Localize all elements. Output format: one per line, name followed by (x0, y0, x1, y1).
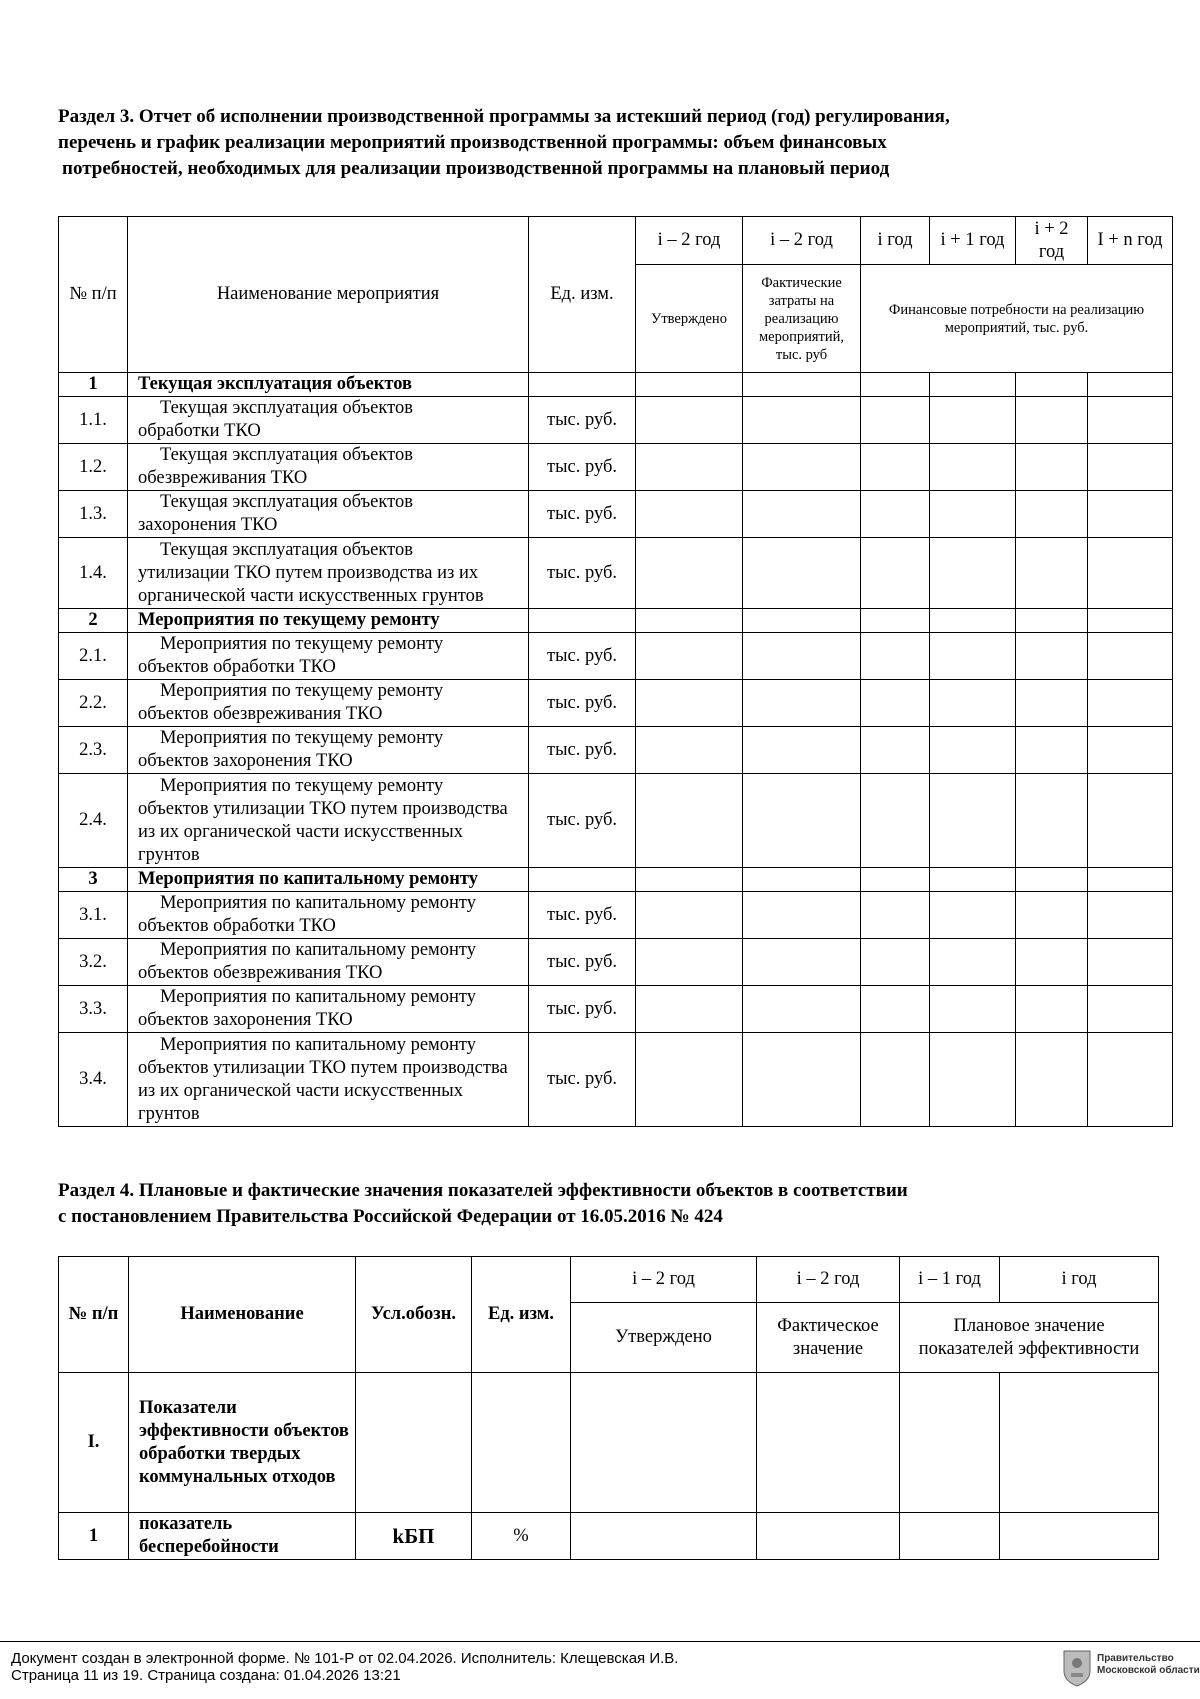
row-name-first: Текущая эксплуатация объектов (160, 445, 413, 465)
header-num: № п/п (59, 1257, 129, 1373)
header-approved: Утверждено (636, 265, 743, 373)
row-name: Показатели эффективности объектов обработки твердых коммунальных отходов (129, 1373, 356, 1513)
coat-of-arms-icon (1062, 1649, 1092, 1687)
footer-page-info: Страница 11 из 19. Страница создана: 01.04.2026 13:21 (11, 1667, 401, 1684)
row-unit: % (472, 1513, 571, 1560)
row-symbol: kБП (356, 1513, 472, 1560)
footer (0, 1641, 1200, 1699)
row-num: 3.4. (59, 1033, 128, 1127)
row-cell (636, 939, 743, 986)
row-cell (1016, 868, 1088, 892)
section3-title-line: перечень и график реализации мероприятий производственной программы: объем финансовых (58, 132, 887, 153)
row-name (128, 633, 529, 680)
row-num: 3.2. (59, 939, 128, 986)
row-name (128, 397, 529, 444)
row-cell (1016, 1033, 1088, 1127)
row-cell (1016, 491, 1088, 538)
row-cell (900, 1373, 1000, 1513)
row-cell (743, 444, 861, 491)
row-cell (1088, 868, 1173, 892)
row-cell (1088, 774, 1173, 868)
row-cell (743, 538, 861, 609)
header-year: i – 2 год (636, 217, 743, 265)
table-row (59, 939, 1173, 986)
row-symbol (356, 1373, 472, 1513)
row-cell (861, 444, 930, 491)
row-cell (930, 868, 1016, 892)
row-cell (1088, 727, 1173, 774)
section4-table (58, 1256, 1159, 1560)
row-cell (930, 774, 1016, 868)
table-row (59, 986, 1173, 1033)
row-cell (930, 373, 1016, 397)
row-num: 1.1. (59, 397, 128, 444)
row-cell (1016, 939, 1088, 986)
row-cell (1016, 397, 1088, 444)
row-cell (636, 868, 743, 892)
row-unit: тыс. руб. (529, 538, 636, 609)
footer-doc-info: Документ создан в электронной форме. № 101-Р от 02.04.2026. Исполнитель: Клещевская И.В. (11, 1650, 679, 1667)
row-num: 3.3. (59, 986, 128, 1033)
row-cell (743, 680, 861, 727)
row-cell (1088, 609, 1173, 633)
row-cell (861, 774, 930, 868)
row-cell (861, 1033, 930, 1127)
row-cell (1088, 491, 1173, 538)
row-num: 1.3. (59, 491, 128, 538)
row-name (128, 538, 529, 609)
row-unit: тыс. руб. (529, 939, 636, 986)
row-cell (743, 774, 861, 868)
row-cell (1088, 633, 1173, 680)
table-row (59, 633, 1173, 680)
row-cell (1016, 986, 1088, 1033)
row-num: 2.3. (59, 727, 128, 774)
row-name (128, 986, 529, 1033)
row-name-first: Текущая эксплуатация объектов (160, 492, 413, 512)
row-name (128, 491, 529, 538)
header-actual-value: Фактическое значение (757, 1303, 900, 1373)
section4-title-line: Раздел 4. Плановые и фактические значения показателей эффективности объектов в соответствии (58, 1180, 908, 1201)
row-cell (743, 1033, 861, 1127)
row-cell (861, 727, 930, 774)
row-name (128, 680, 529, 727)
row-cell (930, 892, 1016, 939)
row-num: 2.2. (59, 680, 128, 727)
row-cell (743, 939, 861, 986)
row-cell (930, 680, 1016, 727)
row-name-rest: объектов обезвреживания ТКО (138, 963, 383, 983)
row-name-first: Мероприятия по капитальному ремонту (160, 987, 476, 1007)
table-row (59, 397, 1173, 444)
row-cell (930, 1033, 1016, 1127)
row-cell (930, 538, 1016, 609)
header-name: Наименование мероприятия (128, 217, 529, 373)
row-name (128, 892, 529, 939)
group-row (59, 609, 1173, 633)
row-unit (529, 373, 636, 397)
row-num: 3 (59, 868, 128, 892)
header-year: i год (861, 217, 930, 265)
row-num: 2 (59, 609, 128, 633)
row-cell (743, 609, 861, 633)
row-name-rest: утилизации ТКО путем производства из их органической части искусственных грунтов (138, 562, 484, 606)
row-name-rest: захоронения ТКО (138, 515, 278, 535)
row-name-first: Текущая эксплуатация объектов (160, 398, 413, 418)
row-name: Текущая эксплуатация объектов (128, 373, 529, 397)
row-unit: тыс. руб. (529, 444, 636, 491)
row-cell (743, 373, 861, 397)
row-cell (636, 774, 743, 868)
row-cell (636, 397, 743, 444)
row-cell (1088, 939, 1173, 986)
header-year: i – 2 год (743, 217, 861, 265)
row-cell (1016, 633, 1088, 680)
row-unit (472, 1373, 571, 1513)
section4-title-line: с постановлением Правительства Российской Федерации от 16.05.2016 № 424 (58, 1206, 723, 1227)
row-cell (636, 633, 743, 680)
row-cell (930, 609, 1016, 633)
row-name (128, 1033, 529, 1127)
table-row (59, 1033, 1173, 1127)
row-name-rest: объектов утилизации ТКО путем производства из их органической части искусственных грунтов (138, 798, 508, 865)
row-num: 1.4. (59, 538, 128, 609)
header-symbol: Усл.обозн. (356, 1257, 472, 1373)
row-cell (1000, 1373, 1159, 1513)
row-cell (861, 491, 930, 538)
row-name: Мероприятия по капитальному ремонту (128, 868, 529, 892)
row-name-rest: объектов обезвреживания ТКО (138, 704, 383, 724)
row-unit: тыс. руб. (529, 986, 636, 1033)
row-name-first: Мероприятия по текущему ремонту (160, 728, 444, 748)
row-cell (743, 633, 861, 680)
row-num: I. (59, 1373, 129, 1513)
logo-text: Правительство (1097, 1653, 1174, 1664)
row-cell (861, 939, 930, 986)
row-cell (757, 1373, 900, 1513)
row-name (128, 444, 529, 491)
row-unit: тыс. руб. (529, 397, 636, 444)
header-year: i + 2 год (1016, 217, 1088, 265)
section3-title (58, 104, 950, 182)
row-cell (861, 680, 930, 727)
row-cell (930, 444, 1016, 491)
header-approved: Утверждено (571, 1303, 757, 1373)
row-cell (861, 538, 930, 609)
section4-title (58, 1178, 908, 1230)
row-num: 1 (59, 373, 128, 397)
table-row (59, 774, 1173, 868)
row-cell (930, 986, 1016, 1033)
row-name-first: Текущая эксплуатация объектов (160, 539, 413, 560)
header-year: i + 1 год (930, 217, 1016, 265)
header-year: I + n год (1088, 217, 1173, 265)
row-cell (1016, 538, 1088, 609)
row-name-rest: объектов захоронения ТКО (138, 751, 353, 771)
row-cell (900, 1513, 1000, 1560)
row-cell (1088, 680, 1173, 727)
row-cell (1016, 892, 1088, 939)
row-cell (1016, 680, 1088, 727)
table-row (59, 538, 1173, 609)
row-name-rest: объектов обработки ТКО (138, 657, 336, 677)
row-cell (1016, 774, 1088, 868)
row-name-first: Мероприятия по текущему ремонту (160, 634, 444, 654)
row-cell (1000, 1513, 1159, 1560)
row-name-rest: объектов утилизации ТКО путем производства из их органической части искусственных грунтов (138, 1057, 508, 1124)
row-cell (743, 892, 861, 939)
table-row (59, 892, 1173, 939)
section3-title-line: потребностей, необходимых для реализации производственной программы на плановый период (62, 158, 890, 179)
header-planned-value: Плановое значение показателей эффективности (900, 1303, 1159, 1373)
group-row (59, 373, 1173, 397)
row-cell (1088, 1033, 1173, 1127)
header-year: i – 2 год (757, 1257, 900, 1303)
row-cell (861, 868, 930, 892)
row-num: 1.2. (59, 444, 128, 491)
row-cell (930, 633, 1016, 680)
row-cell (743, 397, 861, 444)
row-name: Мероприятия по текущему ремонту (128, 609, 529, 633)
row-name-rest: объектов обработки ТКО (138, 916, 336, 936)
row-cell (1016, 727, 1088, 774)
row-cell (743, 491, 861, 538)
row-cell (861, 373, 930, 397)
row-name-rest: обработки ТКО (138, 421, 261, 441)
row-num: 2.1. (59, 633, 128, 680)
government-logo (1062, 1647, 1200, 1691)
section3-table (58, 216, 1173, 1127)
row-cell (743, 986, 861, 1033)
row-cell (930, 727, 1016, 774)
row-cell (636, 609, 743, 633)
row-name-first: Мероприятия по капитальному ремонту (160, 893, 476, 913)
row-cell (1088, 444, 1173, 491)
row-unit: тыс. руб. (529, 727, 636, 774)
row-name (128, 939, 529, 986)
row-unit (529, 868, 636, 892)
row-cell (636, 892, 743, 939)
row-cell (1016, 609, 1088, 633)
row-cell (861, 609, 930, 633)
header-year: i – 1 год (900, 1257, 1000, 1303)
header-actual-costs: Фактические затраты на реализацию мероприятий, тыс. руб (743, 265, 861, 373)
row-name-first: Мероприятия по капитальному ремонту (160, 940, 476, 960)
row-cell (571, 1513, 757, 1560)
row-cell (861, 397, 930, 444)
table-row (59, 444, 1173, 491)
row-cell (636, 444, 743, 491)
row-cell (636, 491, 743, 538)
header-unit: Ед. изм. (529, 217, 636, 373)
row-cell (636, 986, 743, 1033)
row-cell (930, 491, 1016, 538)
section3-title-line: Раздел 3. Отчет об исполнении производственной программы за истекший период (год) регулирования, (58, 106, 950, 127)
row-name-rest: обезвреживания ТКО (138, 468, 308, 488)
row-unit: тыс. руб. (529, 1033, 636, 1127)
row-cell (636, 373, 743, 397)
header-unit: Ед. изм. (472, 1257, 571, 1373)
row-name: показатель бесперебойности (129, 1513, 356, 1560)
row-cell (636, 538, 743, 609)
row-num: 3.1. (59, 892, 128, 939)
row-name-first: Мероприятия по капитальному ремонту (160, 1034, 476, 1055)
header-financial-needs: Финансовые потребности на реализацию мероприятий, тыс. руб. (861, 265, 1173, 373)
row-cell (636, 727, 743, 774)
table-row (59, 491, 1173, 538)
row-name (128, 774, 529, 868)
row-unit (529, 609, 636, 633)
row-cell (1088, 397, 1173, 444)
row-unit: тыс. руб. (529, 633, 636, 680)
row-name-first: Мероприятия по текущему ремонту (160, 681, 444, 701)
row-cell (636, 1033, 743, 1127)
row-cell (1016, 373, 1088, 397)
row-cell (743, 727, 861, 774)
row-cell (861, 892, 930, 939)
row-unit: тыс. руб. (529, 892, 636, 939)
group-row (59, 868, 1173, 892)
table-row (59, 680, 1173, 727)
row-num: 1 (59, 1513, 129, 1560)
row-cell (1088, 986, 1173, 1033)
header-name: Наименование (129, 1257, 356, 1373)
row-cell (743, 868, 861, 892)
header-year: i – 2 год (571, 1257, 757, 1303)
header-year: i год (1000, 1257, 1159, 1303)
table-row (59, 727, 1173, 774)
row-cell (1088, 373, 1173, 397)
row-cell (636, 680, 743, 727)
row-cell (1016, 444, 1088, 491)
row-cell (1088, 892, 1173, 939)
row-num: 2.4. (59, 774, 128, 868)
row-unit: тыс. руб. (529, 680, 636, 727)
row-cell (861, 986, 930, 1033)
row-unit: тыс. руб. (529, 774, 636, 868)
row-cell (571, 1373, 757, 1513)
header-num: № п/п (59, 217, 128, 373)
row-cell (930, 397, 1016, 444)
row-cell (861, 633, 930, 680)
row-name (128, 727, 529, 774)
logo-text: Московской области (1097, 1665, 1200, 1676)
row-cell (930, 939, 1016, 986)
row-cell (757, 1513, 900, 1560)
row-name-first: Мероприятия по текущему ремонту (160, 775, 444, 796)
row-unit: тыс. руб. (529, 491, 636, 538)
row-cell (1088, 538, 1173, 609)
row-name-rest: объектов захоронения ТКО (138, 1010, 353, 1030)
